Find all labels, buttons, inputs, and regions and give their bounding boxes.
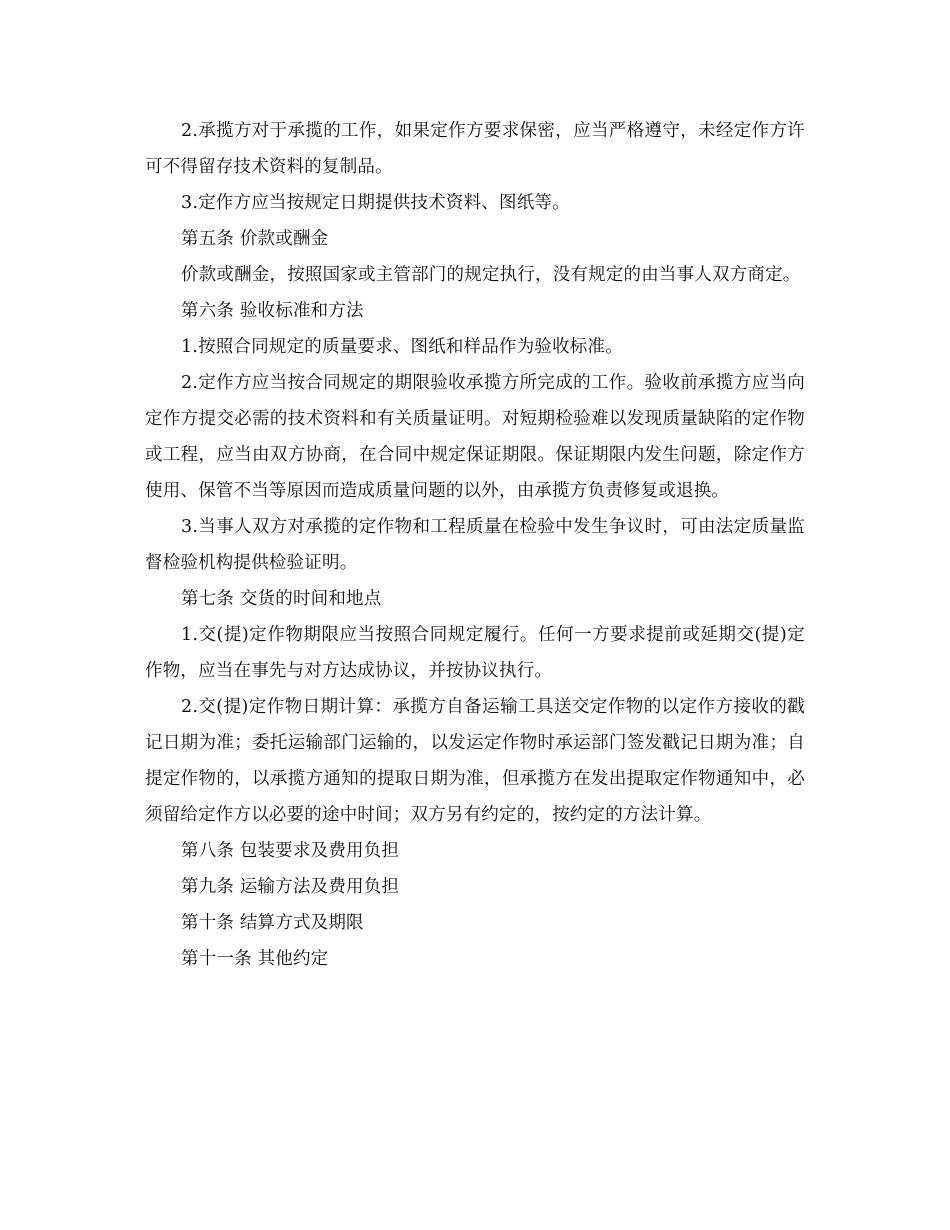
article-11-heading: 第十一条 其他约定 (181, 949, 329, 969)
article-6-heading: 第六条 验收标准和方法 (181, 301, 364, 321)
article-6-item-1: 1.按照合同规定的质量要求、图纸和样品作为验收标准。 (181, 337, 623, 357)
article-8-heading: 第八条 包装要求及费用负担 (181, 841, 400, 861)
article-7-heading: 第七条 交货的时间和地点 (181, 589, 382, 609)
article-7-item-1: 1.交(提)定作物期限应当按照合同规定履行。任何一方要求提前或延期交(提)定作物，应当在事先与对方达成协议，并按协议执行。 (145, 625, 805, 681)
article-5-heading: 第五条 价款或酬金 (181, 229, 329, 249)
clause-technical-materials: 3.定作方应当按规定日期提供技术资料、图纸等。 (181, 193, 570, 213)
clause-confidentiality: 2.承揽方对于承揽的工作，如果定作方要求保密，应当严格遵守，未经定作方许可不得留存技术资料的复制品。 (145, 121, 805, 177)
article-9-heading: 第九条 运输方法及费用负担 (181, 877, 400, 897)
article-5-body: 价款或酬金，按照国家或主管部门的规定执行，没有规定的由当事人双方商定。 (181, 265, 801, 285)
article-10-heading: 第十条 结算方式及期限 (181, 913, 364, 933)
article-6-item-2: 2.定作方应当按合同规定的期限验收承揽方所完成的工作。验收前承揽方应当向定作方提交必需的技术资料和有关质量证明。对短期检验难以发现质量缺陷的定作物或工程，应当由双方协商，在合同中规定保证期限。保证期限内发生问题，除定作方使用、保管不当等原因而造成质量问题的以外，由承揽方负责修复或退换。 (145, 373, 805, 501)
document-body (145, 113, 805, 977)
article-7-item-2: 2.交(提)定作物日期计算：承揽方自备运输工具送交定作物的以定作方接收的戳记日期为准；委托运输部门运输的，以发运定作物时承运部门签发戳记日期为准；自提定作物的，以承揽方通知的提取日期为准，但承揽方在发出提取定作物通知中，必须留给定作方以必要的途中时间；双方另有约定的，按约定的方法计算。 (145, 697, 805, 825)
article-6-item-3: 3.当事人双方对承揽的定作物和工程质量在检验中发生争议时，可由法定质量监督检验机构提供检验证明。 (145, 517, 805, 573)
